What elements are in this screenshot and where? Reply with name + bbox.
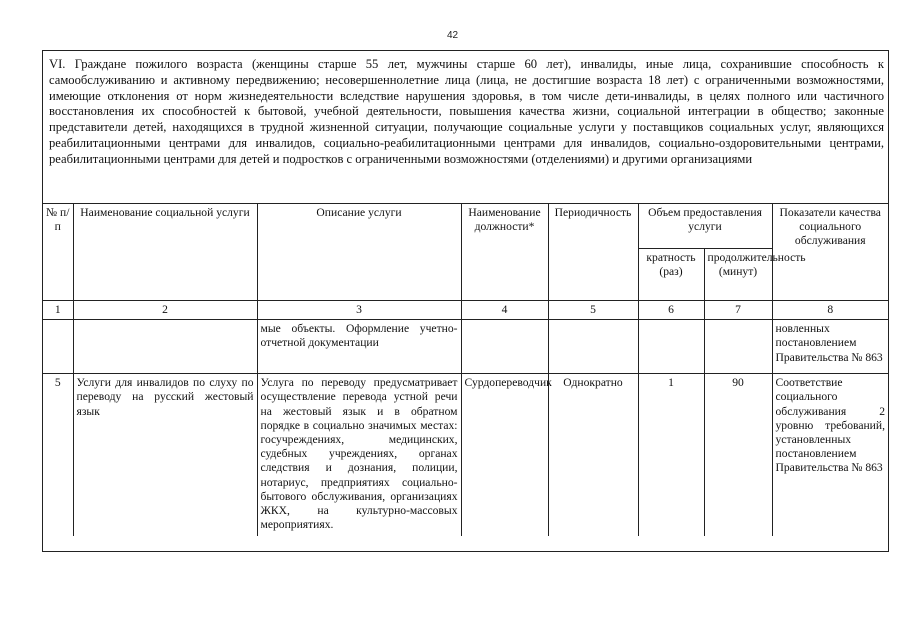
cell-position: Сурдопереводчик <box>461 374 548 537</box>
header-row <box>43 204 888 249</box>
column-number: 3 <box>257 301 461 320</box>
header-num: № п/п <box>43 204 73 301</box>
cell-quality: Соответствие социального обслуживания 2 уровню требований, установленных постановлением Правительства № 863 <box>772 374 888 537</box>
header-volume: Объем предоставления услуги <box>638 204 772 249</box>
cell-name: Услуги для инвалидов по слуху по переводу на русский жестовый язык <box>73 374 257 537</box>
cell-empty <box>638 320 704 374</box>
header-position: Наименование должности* <box>461 204 548 301</box>
table-row-continuation <box>43 320 888 374</box>
header-name: Наименование социальной услуги <box>73 204 257 301</box>
cell-empty <box>704 320 772 374</box>
services-table <box>43 204 888 536</box>
table-row <box>43 374 888 537</box>
header-description: Описание услуги <box>257 204 461 301</box>
column-number-row <box>43 301 888 320</box>
cell-quality: новленных постановлением Правительства № 863 <box>772 320 888 374</box>
column-number: 6 <box>638 301 704 320</box>
column-number: 5 <box>548 301 638 320</box>
cell-description: мые объекты. Оформление учетно-отчетной документации <box>257 320 461 374</box>
cell-duration: 90 <box>704 374 772 537</box>
cell-empty <box>73 320 257 374</box>
cell-description: Услуга по переводу предусматривает осуществление перевода устной речи на жестовый язык и в обратном порядке в социально значимых местах: госучреждениях, медицинских, судебных учреждениях, органах следствия и дознания, полиции, нотариус, предприятиях социально-бытового обслуживания, организациях ЖКХ, на культурно-массовых мероприятиях. <box>257 374 461 537</box>
column-number: 8 <box>772 301 888 320</box>
column-number: 4 <box>461 301 548 320</box>
cell-empty <box>548 320 638 374</box>
document-frame <box>42 50 889 552</box>
cell-frequency: 1 <box>638 374 704 537</box>
column-number: 2 <box>73 301 257 320</box>
section-heading: VI. Граждане пожилого возраста (женщины старше 55 лет, мужчины старше 60 лет), инвалиды, иные лица, сохранившие способность к самообслуживанию и активному передвижению; несовершеннолетние лица (лица, не достигшие возраста 18 лет) с ограниченными возможностями, имеющие отклонения от норм жизнедеятельности вследствие нарушения здоровья, в том числе дети-инвалиды, в целях полного или частичного восстановления их способностей к бытовой, учебной деятельности, повышения качества жизни, социальной интеграции в общество; законные представители детей, находящихся в трудной жизненной ситуации, получающие социальные услуги у поставщиков социальных услуг, являющихся реабилитационными центрами для инвалидов, социально-реабилитационными центрами для инвалидов, социально-оздоровительными центрами, реабилитационными центрами для детей и подростков с ограниченными возможностями (отделениями) и другими организациями <box>43 51 888 204</box>
header-duration: продолжительность (минут) <box>704 249 772 301</box>
column-number: 1 <box>43 301 73 320</box>
cell-empty <box>43 320 73 374</box>
header-periodicity: Периодичность <box>548 204 638 301</box>
cell-periodicity: Однократно <box>548 374 638 537</box>
header-frequency: кратность (раз) <box>638 249 704 301</box>
column-number: 7 <box>704 301 772 320</box>
cell-empty <box>461 320 548 374</box>
header-quality: Показатели качества социального обслуживания <box>772 204 888 301</box>
cell-num: 5 <box>43 374 73 537</box>
page-number: 42 <box>446 30 459 41</box>
